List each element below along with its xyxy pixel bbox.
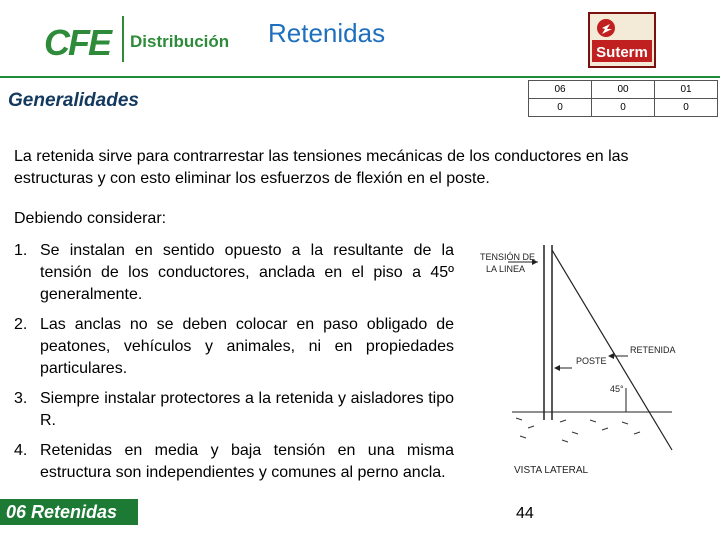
- page-title: Retenidas: [268, 18, 386, 48]
- footer-label: 06 Retenidas: [6, 502, 118, 522]
- tension-label-line1: TENSIÓN DE: [480, 252, 536, 262]
- tension-label-line2: LA LINEA: [486, 264, 526, 274]
- suterm-logo-text: Suterm: [596, 44, 648, 61]
- list-item-text: Siempre instalar protectores a la retenida y aisladores tipo R.: [40, 390, 454, 429]
- list-item-number: 2.: [14, 316, 28, 333]
- header-divider: [0, 76, 720, 78]
- vista-label: VISTA LATERAL: [514, 465, 589, 476]
- code-cell: 01: [655, 81, 718, 99]
- list-item-number: 1.: [14, 242, 28, 259]
- page-number: 44: [516, 505, 534, 522]
- poste-label: POSTE: [576, 356, 607, 366]
- guy-wire-diagram: [472, 240, 712, 485]
- considerations-heading: Debiendo considerar:: [14, 210, 167, 227]
- intro-paragraph: La retenida sirve para contrarrestar las tensiones mecánicas de los conductores en las estructuras y con esto eliminar los esfuerzos de flexión en el poste.: [14, 148, 629, 187]
- cfe-logo-separator: [122, 16, 124, 62]
- code-cell: 00: [592, 81, 655, 99]
- code-cell: 0: [529, 99, 592, 117]
- ground-hatch: [516, 418, 640, 442]
- list-item-text: Se instalan en sentido opuesto a la resultante de la tensión de los conductores, anclada en el piso a 45º generalmente.: [40, 242, 454, 303]
- list-item-text: Las anclas no se deben colocar en paso obligado de peatones, vehículos y animales, ni en propiedades particulares.: [40, 316, 454, 377]
- list-item-number: 3.: [14, 390, 28, 407]
- considerations-list: [14, 240, 454, 492]
- retenida-pointer-head: [608, 353, 614, 359]
- section-subtitle: Generalidades: [8, 90, 139, 111]
- code-cell: 0: [592, 99, 655, 117]
- list-item: [14, 314, 454, 380]
- list-item-number: 4.: [14, 442, 28, 459]
- retenida-label: RETENIDA: [630, 345, 676, 355]
- list-item: [14, 388, 454, 432]
- document-code-table: [528, 80, 718, 117]
- list-item: [14, 440, 454, 484]
- list-item-text: Retenidas en media y baja tensión en una misma estructura son independientes y comunes al perno ancla.: [40, 442, 454, 481]
- list-item: [14, 240, 454, 306]
- cfe-logo: [44, 14, 244, 64]
- code-cell: 0: [655, 99, 718, 117]
- code-cell: 06: [529, 81, 592, 99]
- suterm-logo: [588, 12, 656, 68]
- angle-label: 45°: [610, 384, 624, 394]
- cfe-logo-mark: CFE: [44, 22, 110, 63]
- poste-pointer-head: [554, 365, 560, 371]
- brand-text: Distribución: [130, 32, 230, 51]
